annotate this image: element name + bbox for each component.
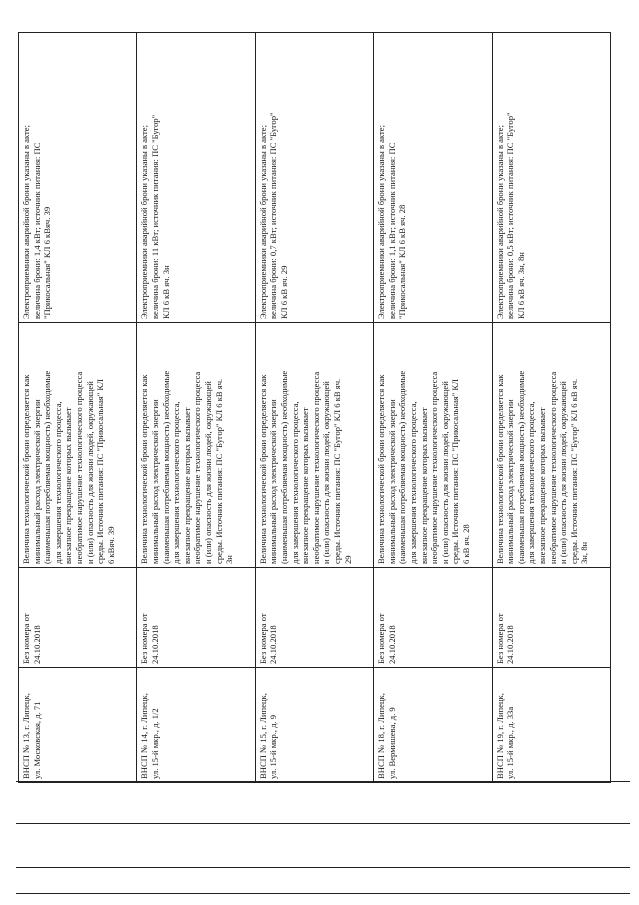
act-cell: [19, 568, 137, 668]
cell-text-line: "Прикосальная" КЛ 6 кВяч. 39: [42, 206, 53, 319]
act-cell: [492, 568, 610, 668]
cell-text-line: КЛ 6 кВ яч. 29: [278, 265, 289, 319]
cell-text-line: минимальный расход электрической энергии: [386, 399, 397, 564]
object-cell: [137, 668, 255, 783]
cell-text-line: 24.10.2018: [268, 625, 279, 664]
cell-text-line: необратимое нарушение технологического процесса: [310, 371, 321, 564]
reservation-table: [18, 32, 611, 783]
cell-text-line: (наименьшая потребляемая мощность) необходимые: [515, 370, 526, 564]
table-row-divider: [16, 867, 630, 868]
cell-text-line: 6 кВяч. 39: [105, 526, 116, 564]
cell-text-line: 24.10.2018: [149, 625, 160, 664]
cell-text-line: и (или) опасность для жизни людей, окружающей: [439, 381, 450, 564]
cell-text-line: необратимое нарушение технологического процесса: [429, 371, 440, 564]
cell-text-line: для завершения технологического процесса,: [171, 401, 182, 564]
cell-text-line: (наименьшая потребляемая мощность) необходимые: [160, 370, 171, 564]
cell-text-line: "Прикосальная" КЛ 6 кВ яч. 28: [397, 204, 408, 319]
cell-text-line: среды. Источник питания: ПС "Бугор" КЛ 6 кВ яч.: [568, 378, 579, 564]
cell-text-line: величина брони: 0,5 кВт; источник питания: ПС "Бугор": [505, 112, 516, 319]
cell-text-line: внезапное прекращение которых вызывает: [181, 407, 192, 564]
cell-text-line: минимальный расход электрической энергии: [31, 399, 42, 564]
cell-text-line: необратимое нарушение технологического процесса: [192, 371, 203, 564]
cell-text-line: и (или) опасность для жизни людей, окружающей: [84, 381, 95, 564]
cell-text-line: величина брони: 11 кВт; источник питания: ПС "Бугор": [149, 114, 160, 319]
act-cell: [137, 568, 255, 668]
cell-text-line: Величина технологической брони определяется как: [376, 374, 387, 564]
object-cell: [19, 668, 137, 783]
cell-text-line: внезапное прекращение которых вызывает: [536, 407, 547, 564]
cell-text-line: (наименьшая потребляемая мощность) необходимые: [278, 370, 289, 564]
cell-text-line: внезапное прекращение которых вызывает: [418, 407, 429, 564]
cell-text-line: Без номера от: [139, 613, 150, 664]
cell-text-line: и (или) опасность для жизни людей, окружающей: [202, 381, 213, 564]
cell-text-line: и (или) опасность для жизни людей, окружающей: [558, 381, 569, 564]
cell-text-line: среды. Источник питания: ПС "Прикосальная" КЛ: [95, 379, 106, 564]
object-cell: [374, 668, 492, 783]
tech-reservation-cell: [374, 323, 492, 568]
cell-text-line: ВНСП № 15, г. Липецк,: [257, 693, 268, 779]
cell-text-line: ул. 15-й мкр., д. 9: [268, 714, 279, 779]
cell-text-line: внезапное прекращение которых вызывает: [63, 407, 74, 564]
tech-reservation-cell: [255, 323, 373, 568]
rotated-table-wrapper: [18, 33, 610, 783]
cell-text-line: и (или) опасность для жизни людей, окружающей: [321, 381, 332, 564]
object-cell: [492, 668, 610, 783]
table-body: [19, 33, 611, 783]
cell-text-line: (наименьшая потребляемая мощность) необходимые: [397, 370, 408, 564]
table-row: [255, 33, 373, 783]
tech-reservation-cell: [19, 323, 137, 568]
act-cell: [255, 568, 373, 668]
cell-text-line: величина брони: 1,4 кВт; источник питания: ПС: [31, 142, 42, 319]
cell-text-line: Величина технологической брони определяется как: [139, 374, 150, 564]
cell-text-line: необратимое нарушение технологического процесса: [547, 371, 558, 564]
cell-text-line: для завершения технологического процесса,: [407, 401, 418, 564]
table-row: [137, 33, 255, 783]
cell-text-line: ВНСП № 14, г. Липецк,: [139, 693, 150, 779]
emergency-reservation-cell: [137, 33, 255, 323]
cell-text-line: Электроприемники аварийной брони указаны в акте;: [376, 125, 387, 319]
cell-text-line: среды. Источник питания: ПС "Прикосальная" КЛ: [450, 379, 461, 564]
emergency-reservation-cell: [492, 33, 610, 323]
emergency-reservation-cell: [374, 33, 492, 323]
tech-reservation-cell: [492, 323, 610, 568]
table-row-divider: [16, 823, 630, 824]
cell-text-line: КЛ 6 кВ яч. 3н, 8н: [515, 252, 526, 319]
table-row: [19, 33, 137, 783]
cell-text-line: Без номера от: [376, 613, 387, 664]
cell-text-line: ул. Московская, д. 71: [31, 701, 42, 779]
cell-text-line: внезапное прекращение которых вызывает: [300, 407, 311, 564]
cell-text-line: Электроприемники аварийной брони указаны в акте;: [257, 125, 268, 319]
cell-text-line: 3н, 8н: [579, 541, 590, 564]
cell-text-line: ВНСП № 13, г. Липецк,: [21, 693, 31, 779]
emergency-reservation-cell: [255, 33, 373, 323]
cell-text-line: необратимое нарушение технологического процесса: [73, 371, 84, 564]
cell-text-line: величина брони: 1,1 кВт; источник питания: ПС: [386, 142, 397, 319]
cell-text-line: Величина технологической брони определяется как: [257, 374, 268, 564]
table-bottom-border: [16, 893, 630, 894]
cell-text-line: ул. 15-й мкр., д. 1/2: [149, 708, 160, 779]
cell-text-line: Электроприемники аварийной брони указаны в акте;: [494, 125, 505, 319]
cell-text-line: Без номера от: [494, 613, 505, 664]
tech-reservation-cell: [137, 323, 255, 568]
cell-text-line: Величина технологической брони определяется как: [494, 374, 505, 564]
object-cell: [255, 668, 373, 783]
cell-text-line: 3н: [224, 555, 235, 564]
cell-text-line: ВНСП № 19, г. Липецк,: [494, 693, 505, 779]
cell-text-line: среды. Источник питания: ПС "Бугор" КЛ 6 кВ яч.: [213, 378, 224, 564]
cell-text-line: ВНСП № 18, г. Липецк,: [376, 693, 387, 779]
cell-text-line: Величина технологической брони определяется как: [21, 374, 31, 564]
cell-text-line: 6 кВ яч. 28: [460, 524, 471, 564]
cell-text-line: Без номера от: [21, 613, 31, 664]
table-row-divider: [16, 781, 630, 782]
cell-text-line: Без номера от: [257, 613, 268, 664]
cell-text-line: минимальный расход электрической энергии: [268, 399, 279, 564]
cell-text-line: 24.10.2018: [31, 625, 42, 664]
cell-text-line: 24.10.2018: [386, 625, 397, 664]
cell-text-line: для завершения технологического процесса,: [289, 401, 300, 564]
cell-text-line: величина брони: 0,7 кВт; источник питания: ПС "Бугор": [268, 112, 279, 319]
cell-text-line: КЛ 6 кВ яч. 3н: [160, 265, 171, 319]
cell-text-line: для завершения технологического процесса,: [526, 401, 537, 564]
cell-text-line: для завершения технологического процесса,: [52, 401, 63, 564]
cell-text-line: Электроприемники аварийной брони указаны в акте;: [21, 125, 31, 319]
cell-text-line: минимальный расход электрической энергии: [505, 399, 516, 564]
act-cell: [374, 568, 492, 668]
cell-text-line: 24.10.2018: [505, 625, 516, 664]
cell-text-line: ул. Вермишева, д. 9: [386, 707, 397, 779]
table-row: [492, 33, 610, 783]
cell-text-line: среды. Источник питания: ПС "Бугор" КЛ 6 кВ яч.: [331, 378, 342, 564]
table-row: [374, 33, 492, 783]
cell-text-line: ул. 15-й мкр., д. 33а: [505, 706, 516, 779]
cell-text-line: Электроприемники аварийной брони указаны в акте;: [139, 125, 150, 319]
cell-text-line: 29: [342, 555, 353, 564]
cell-text-line: минимальный расход электрической энергии: [149, 399, 160, 564]
cell-text-line: (наименьшая потребляемая мощность) необходимые: [42, 370, 53, 564]
emergency-reservation-cell: [19, 33, 137, 323]
